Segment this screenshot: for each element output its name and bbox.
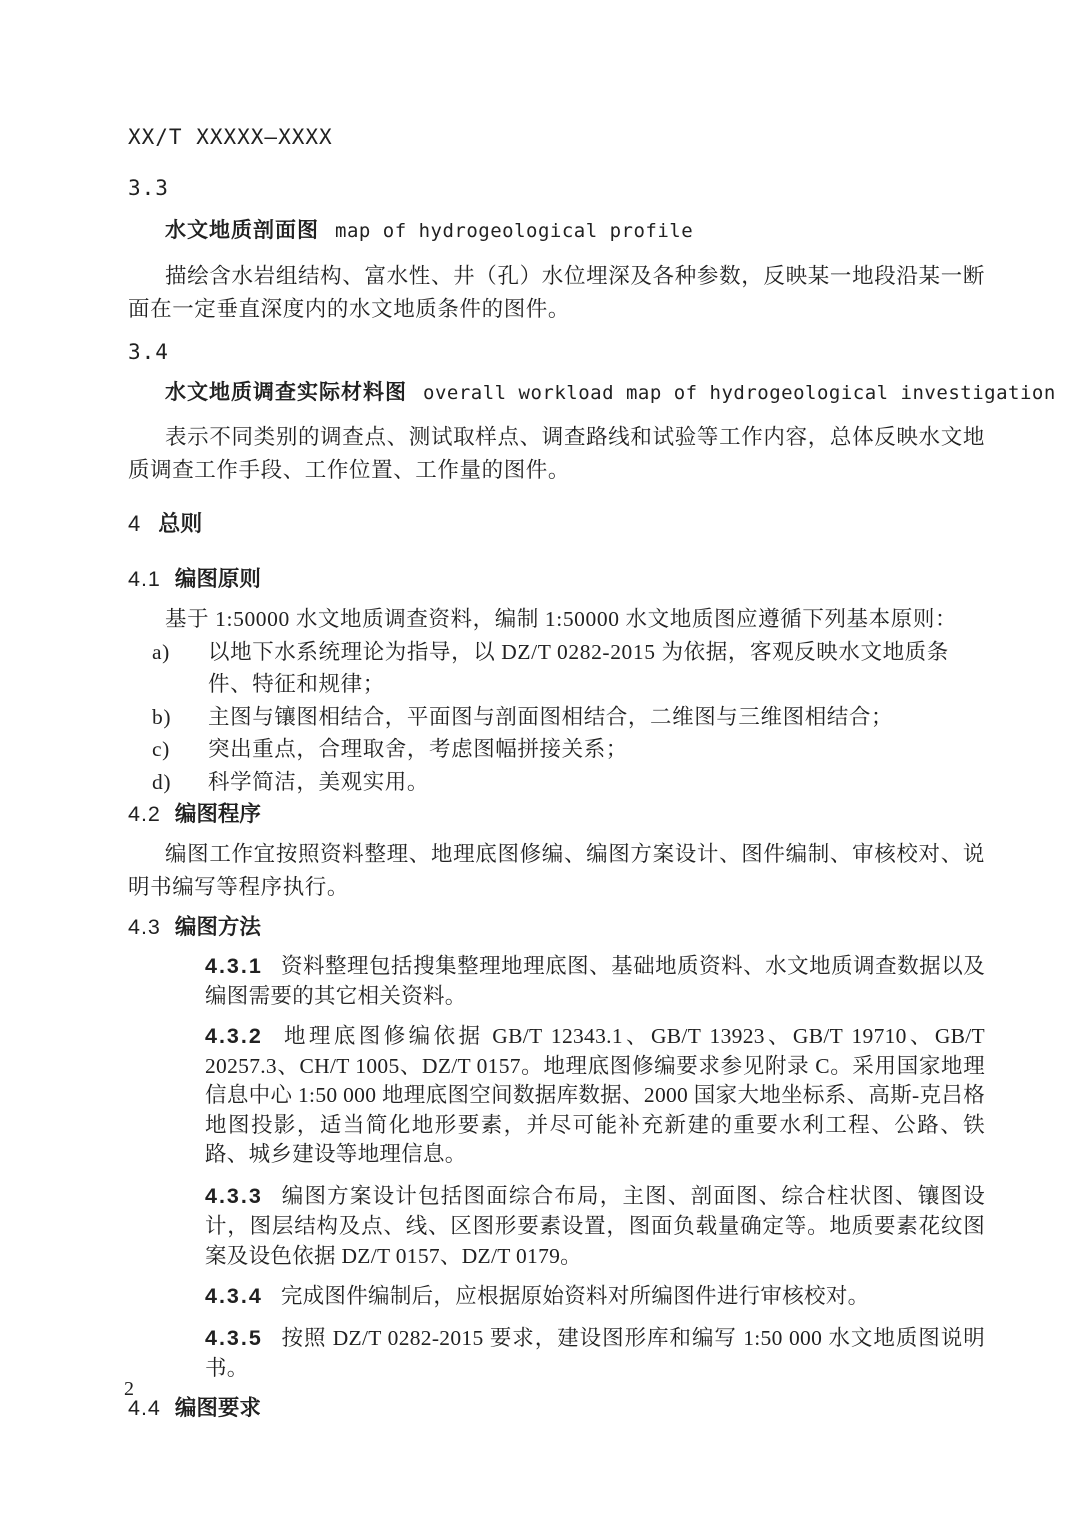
list-item-text: 科学简洁，美观实用。	[208, 769, 430, 794]
term-title-3-3	[128, 215, 985, 249]
section-number: 4.2	[128, 802, 161, 826]
section-heading-4-3	[128, 911, 985, 943]
term-definition-3-3: 描绘含水岩组结构、富水性、井（孔）水位埋深及各种参数，反映某一地段沿某一断面在一定垂直深度内的水文地质条件的图件。	[128, 264, 985, 321]
section-title: 编图原则	[174, 567, 261, 591]
term-en-label: overall workload map of hydrogeological investigation	[423, 382, 1056, 404]
list-item-marker: d)	[152, 769, 172, 794]
term-number-3-3: 3.3	[128, 176, 169, 200]
section-heading-4-2	[128, 798, 985, 830]
list-item	[128, 636, 985, 701]
term-zh-label: 水文地质调查实际材料图	[165, 381, 407, 404]
subclause-4-3-4	[205, 1281, 985, 1311]
list-item	[128, 701, 985, 734]
section-4-2-paragraph: 编图工作宜按照资料整理、地理底图修编、编图方案设计、图件编制、审核校对、说明书编写等程序执行。	[128, 842, 985, 899]
section-title: 编图程序	[174, 802, 261, 826]
section-4-1-intro: 基于 1:50000 水文地质调查资料，编制 1:50000 水文地质图应遵循下列基本原则：	[165, 607, 958, 631]
subclause-text: 按照 DZ/T 0282-2015 要求，建设图形库和编写 1:50 000 水文地质图说明书。	[205, 1325, 985, 1380]
subclause-4-3-1	[205, 951, 985, 1011]
subclause-number: 4.3.4	[205, 1283, 263, 1308]
page-number: 2	[124, 1378, 134, 1400]
list-item-text: 主图与镶图相结合，平面图与剖面图相结合，二维图与三维图相结合；	[208, 704, 894, 729]
subclause-text: 资料整理包括搜集整理地理底图、基础地质资料、水文地质调查数据以及编图需要的其它相关资料。	[205, 954, 985, 1008]
section-number: 4.3	[128, 915, 161, 939]
term-en-label: map of hydrogeological profile	[335, 220, 694, 242]
list-item-marker: b)	[152, 704, 172, 729]
list-item-text: 突出重点，合理取舍，考虑图幅拼接关系；	[208, 737, 628, 761]
subclause-number: 4.3.1	[205, 954, 263, 978]
section-heading-4-1	[128, 563, 985, 595]
term-definition-3-4: 表示不同类别的调查点、测试取样点、调查路线和试验等工作内容，总体反映水文地质调查工作手段、工作位置、工作量的图件。	[128, 425, 985, 482]
subclause-text: 地理底图修编依据 GB/T 12343.1、GB/T 13923、GB/T 19710、GB/T 20257.3、CH/T 1005、DZ/T 0157。地理底图修编要求参见附录 C。采用国家地理信息中心 1:50 000 地理底图空间数据库数据、2000 国家大地坐标系、高斯-克吕格地图投影，适当简化地形要素，并尽可能补充新建的重要水利工程、公路、铁路、城乡建设等地理信息。	[205, 1024, 985, 1166]
list-item-marker: c)	[152, 737, 170, 761]
subclause-number: 4.3.5	[205, 1325, 263, 1350]
term-zh-label: 水文地质剖面图	[165, 219, 319, 242]
running-header: XX/T XXXXX—XXXX	[128, 125, 333, 149]
term-number-3-4: 3.4	[128, 340, 169, 364]
section-title: 编图方法	[174, 915, 261, 939]
subclause-4-3-2	[205, 1022, 985, 1170]
section-heading-4-4	[128, 1392, 985, 1424]
subclause-number: 4.3.2	[205, 1024, 263, 1048]
section-number: 4.4	[128, 1395, 161, 1420]
subclause-4-3-5	[205, 1323, 985, 1383]
page-content	[128, 124, 1056, 1424]
list-item-marker: a)	[152, 639, 170, 664]
list-item	[128, 766, 985, 799]
subclause-text: 编图方案设计包括图面综合布局，主图、剖面图、综合柱状图、镶图设计，图层结构及点、线、区图形要素设置，图面负载量确定等。地质要素花纹图案及设色依据 DZ/T 0157、DZ/T 0179。	[205, 1183, 985, 1268]
chapter-heading	[128, 508, 985, 540]
chapter-title: 总则	[158, 511, 203, 536]
list-item-text: 以地下水系统理论为指导，以 DZ/T 0282-2015 为依据，客观反映水文地质条件、特征和规律；	[208, 639, 949, 696]
subclause-number: 4.3.3	[205, 1183, 263, 1208]
term-title-3-4	[128, 377, 1056, 411]
section-number: 4.1	[128, 567, 161, 591]
section-title: 编图要求	[174, 1395, 261, 1420]
principles-list	[128, 636, 985, 799]
subclause-text: 完成图件编制后，应根据原始资料对所编图件进行审核校对。	[280, 1283, 870, 1308]
list-item	[128, 733, 985, 766]
subclause-4-3-3	[205, 1181, 985, 1271]
chapter-number: 4	[128, 511, 142, 536]
